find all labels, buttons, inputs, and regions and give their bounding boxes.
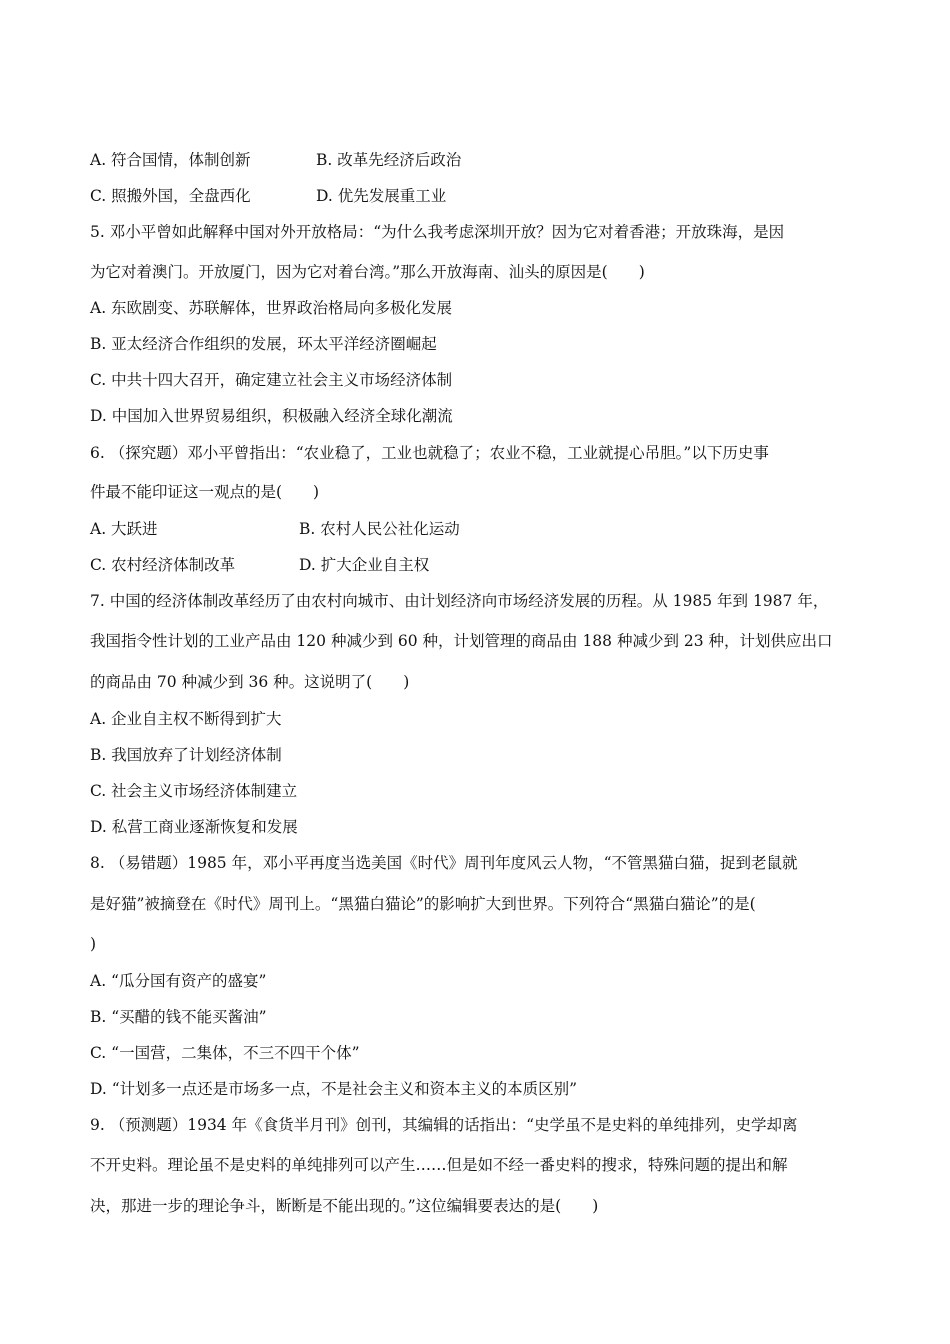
q8-option-d: D. “计划多一点还是市场多一点，不是社会主义和资本主义的本质区别” (90, 1080, 578, 1098)
q6-option-c: C. 农村经济体制改革 (90, 556, 236, 574)
q7-stem-line-2: 我国指令性计划的工业产品由 120 种减少到 60 种，计划管理的商品由 188 种减少到 23 种，计划供应出口 (90, 632, 833, 650)
q4-option-row-ab (90, 150, 462, 170)
q8-option-c: C. “一国营，二集体，不三不四干个体” (90, 1044, 360, 1062)
q9-stem-line-2: 不开史料。理论虽不是史料的单纯排列可以产生……但是如不经一番史料的搜求，特殊问题的提出和解 (90, 1156, 788, 1174)
q9-stem-line-3: 决，那进一步的理论争斗，断断是不能出现的。”这位编辑要表达的是( ) (90, 1197, 599, 1215)
q8-option-b: B. “买醋的钱不能买酱油” (90, 1008, 267, 1026)
q6-stem-line-1: 6. （探究题）邓小平曾指出：“农业稳了，工业也就稳了；农业不稳，工业就提心吊胆。”以下历史事 (90, 444, 769, 462)
q7-stem-line-1: 7. 中国的经济体制改革经历了由农村向城市、由计划经济向市场经济发展的历程。从 1985 年到 1987 年， (90, 592, 829, 610)
q7-option-b: B. 我国放弃了计划经济体制 (90, 746, 282, 764)
q8-stem-line-3: ) (90, 935, 97, 953)
q8-stem-line-2: 是好猫”被摘登在《时代》周刊上。“黑猫白猫论”的影响扩大到世界。下列符合“黑猫白猫论”的是( (90, 895, 756, 913)
q7-stem-line-3: 的商品由 70 种减少到 36 种。这说明了( ) (90, 673, 410, 691)
q6-option-d: D. 扩大企业自主权 (299, 556, 430, 574)
q5-stem-line-1: 5. 邓小平曾如此解释中国对外开放格局：“为什么我考虑深圳开放？因为它对着香港；开放珠海，是因 (90, 223, 785, 241)
q6-option-a: A. 大跃进 (90, 520, 158, 538)
q7-option-c: C. 社会主义市场经济体制建立 (90, 782, 298, 800)
q5-stem-line-2: 为它对着澳门。开放厦门，因为它对着台湾。”那么开放海南、汕头的原因是( ) (90, 263, 645, 281)
q5-option-a: A. 东欧剧变、苏联解体，世界政治格局向多极化发展 (90, 299, 453, 317)
q4-option-row-cd (90, 186, 447, 206)
q4-option-c: C. 照搬外国，全盘西化 (90, 187, 251, 205)
q4-option-a: A. 符合国情，体制创新 (90, 151, 251, 169)
q8-stem-line-1: 8. （易错题）1985 年，邓小平再度当选美国《时代》周刊年度风云人物，“不管黑猫白猫，捉到老鼠就 (90, 854, 798, 872)
q5-option-d: D. 中国加入世界贸易组织，积极融入经济全球化潮流 (90, 407, 453, 425)
q9-stem-line-1: 9. （预测题）1934 年《食货半月刊》创刊，其编辑的话指出：“史学虽不是史料的单纯排列，史学却离 (90, 1116, 798, 1134)
q4-option-d: D. 优先发展重工业 (316, 187, 447, 205)
q6-stem-line-2: 件最不能印证这一观点的是( ) (90, 483, 320, 501)
q5-option-c: C. 中共十四大召开，确定建立社会主义市场经济体制 (90, 371, 453, 389)
q4-option-b: B. 改革先经济后政治 (316, 151, 462, 169)
q8-option-a: A. “瓜分国有资产的盛宴” (90, 972, 267, 990)
q7-option-a: A. 企业自主权不断得到扩大 (90, 710, 282, 728)
q6-option-row-ab (90, 519, 460, 539)
q7-option-d: D. 私营工商业逐渐恢复和发展 (90, 818, 298, 836)
q6-option-row-cd (90, 555, 430, 575)
q6-option-b: B. 农村人民公社化运动 (299, 520, 460, 538)
q5-option-b: B. 亚太经济合作组织的发展，环太平洋经济圈崛起 (90, 335, 437, 353)
